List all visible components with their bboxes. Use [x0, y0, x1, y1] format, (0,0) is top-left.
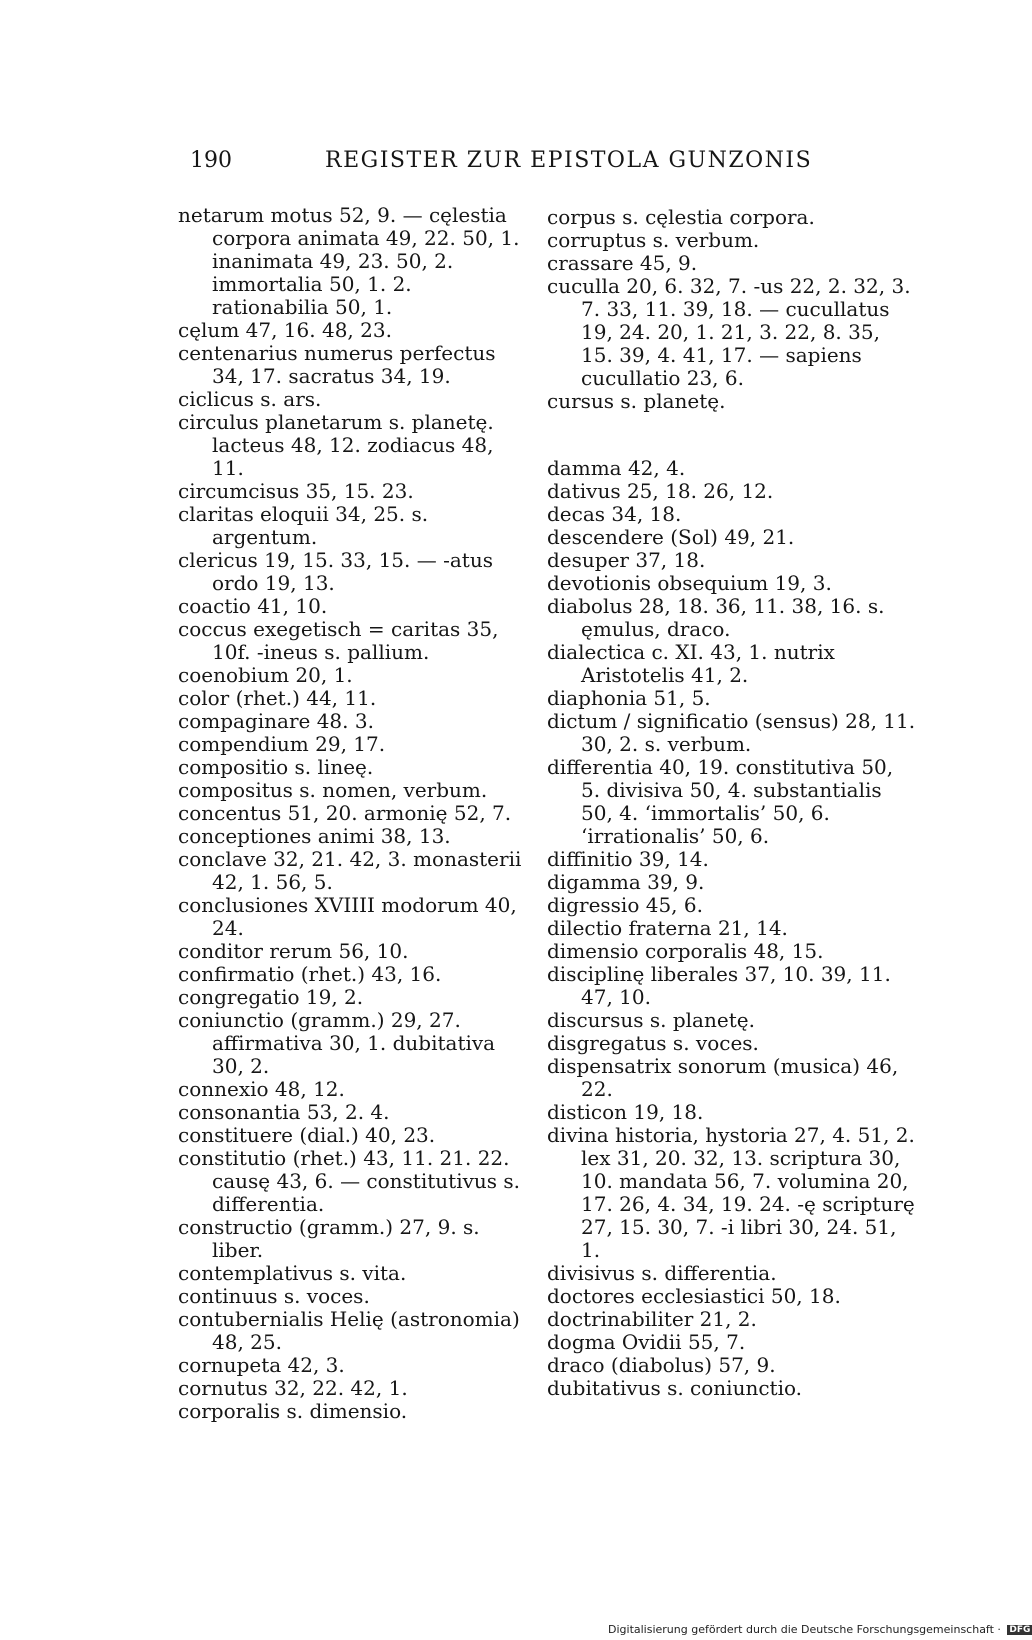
digitization-credit: [608, 1623, 1031, 1640]
index-entry: corporalis s. dimensio.: [178, 1399, 408, 1423]
index-entry: cuculla 20, 6. 32, 7. -us 22, 2. 32, 3. 7. 33, 11. 39, 18. — cucullatus 19, 24. 20, 1. 21, 3. 22, 8. 35, 15. 39, 4. 41, 17. — sapiens cucullatio 23, 6.: [547, 274, 911, 390]
credit-text: Digitalisierung gefördert durch die Deutsche Forschungsgemeinschaft ·: [608, 1623, 1001, 1636]
index-entry: coenobium 20, 1.: [178, 663, 353, 687]
index-entry: ciclicus s. ars.: [178, 387, 322, 411]
index-entry: centenarius numerus perfectus 34, 17. sacratus 34, 19.: [178, 341, 496, 388]
index-entry: clericus 19, 15. 33, 15. — -atus ordo 19, 13.: [178, 548, 493, 595]
index-entry: dictum / significatio (sensus) 28, 11. 30, 2. s. verbum.: [547, 709, 916, 756]
index-entry: dimensio corporalis 48, 15.: [547, 939, 824, 963]
index-entry: compositio s. lineę.: [178, 755, 374, 779]
index-entry: descendere (Sol) 49, 21.: [547, 525, 795, 549]
index-entry: dubitativus s. coniunctio.: [547, 1376, 803, 1400]
index-entry: desuper 37, 18.: [547, 548, 706, 572]
index-entry: cornutus 32, 22. 42, 1.: [178, 1376, 408, 1400]
index-entry: circulus planetarum s. planetę. lacteus 48, 12. zodiacus 48, 11.: [178, 410, 494, 480]
index-entry: constitutio (rhet.) 43, 11. 21. 22. causę 43, 6. — constitutivus s. differentia.: [178, 1146, 521, 1216]
index-entry: digamma 39, 9.: [547, 870, 705, 894]
index-entry: damma 42, 4.: [547, 456, 686, 480]
index-entry: circumcisus 35, 15. 23.: [178, 479, 414, 503]
index-entry: netarum motus 52, 9. — cęlestia corpora animata 49, 22. 50, 1. inanimata 49, 23. 50, 2. immortalia 50, 1. 2. rationabilia 50, 1.: [178, 203, 520, 319]
index-entry: coccus exegetisch = caritas 35, 10f. -ineus s. pallium.: [178, 617, 499, 664]
letter-section-gap: [547, 413, 917, 457]
index-entry: compaginare 48. 3.: [178, 709, 374, 733]
index-entry: coniunctio (gramm.) 29, 27. affirmativa 30, 1. dubitativa 30, 2.: [178, 1008, 496, 1078]
index-entry: conceptiones animi 38, 13.: [178, 824, 451, 848]
index-entry: compendium 29, 17.: [178, 732, 386, 756]
index-entry: claritas eloquii 34, 25. s. argentum.: [178, 502, 429, 549]
index-entry: cursus s. planetę.: [547, 389, 726, 413]
index-entry: corruptus s. verbum.: [547, 228, 760, 252]
running-title: REGISTER ZUR EPISTOLA GUNZONIS: [325, 148, 813, 173]
index-entry: digressio 45, 6.: [547, 893, 703, 917]
index-entry: continuus s. voces.: [178, 1284, 370, 1308]
index-entry: devotionis obsequium 19, 3.: [547, 571, 832, 595]
index-entry: decas 34, 18.: [547, 502, 682, 526]
dfg-logo: DFG: [1009, 1625, 1031, 1635]
index-entry: dogma Ovidii 55, 7.: [547, 1330, 746, 1354]
index-entry: diaphonia 51, 5.: [547, 686, 711, 710]
index-entry: disticon 19, 18.: [547, 1100, 704, 1124]
index-entry: color (rhet.) 44, 11.: [178, 686, 377, 710]
index-entry: diffinitio 39, 14.: [547, 847, 709, 871]
index-entry: concentus 51, 20. armonię 52, 7.: [178, 801, 512, 825]
index-entry: diabolus 28, 18. 36, 11. 38, 16. s. ęmulus, draco.: [547, 594, 885, 641]
index-entry: compositus s. nomen, verbum.: [178, 778, 488, 802]
index-entry: cęlum 47, 16. 48, 23.: [178, 318, 392, 342]
index-entry: disciplinę liberales 37, 10. 39, 11. 47, 10.: [547, 962, 891, 1009]
index-entry: dativus 25, 18. 26, 12.: [547, 479, 774, 503]
index-entry: conclave 32, 21. 42, 3. monasterii 42, 1. 56, 5.: [178, 847, 522, 894]
index-entry: congregatio 19, 2.: [178, 985, 364, 1009]
index-entry: divina historia, hystoria 27, 4. 51, 2. lex 31, 20. 32, 13. scriptura 30, 10. mandata 56, 7. volumina 20, 17. 26, 4. 34, 19. 24. -ę scripturę 27, 15. 30, 7. -i libri 30, 24. 51, 1.: [547, 1123, 915, 1262]
index-entry: crassare 45, 9.: [547, 251, 698, 275]
index-entry: cornupeta 42, 3.: [178, 1353, 345, 1377]
index-entry: constructio (gramm.) 27, 9. s. liber.: [178, 1215, 480, 1262]
index-entry: divisivus s. differentia.: [547, 1261, 777, 1285]
index-entry: contubernialis Helię (astronomia) 48, 25.: [178, 1307, 520, 1354]
index-entry: draco (diabolus) 57, 9.: [547, 1353, 776, 1377]
index-entry: consonantia 53, 2. 4.: [178, 1100, 390, 1124]
index-entry: confirmatio (rhet.) 43, 16.: [178, 962, 442, 986]
index-entry: discursus s. planetę.: [547, 1008, 755, 1032]
index-entry: corpus s. cęlestia corpora.: [547, 205, 815, 229]
page-number: 190: [190, 148, 232, 173]
index-entry: connexio 48, 12.: [178, 1077, 345, 1101]
left-index-column: [178, 204, 528, 1423]
index-entry: conclusiones XVIIII modorum 40, 24.: [178, 893, 517, 940]
index-entry: doctores ecclesiastici 50, 18.: [547, 1284, 841, 1308]
right-index-column: [547, 206, 917, 1400]
index-entry: conditor rerum 56, 10.: [178, 939, 409, 963]
index-entry: dispensatrix sonorum (musica) 46, 22.: [547, 1054, 899, 1101]
index-entry: differentia 40, 19. constitutiva 50, 5. divisiva 50, 4. substantialis 50, 4. ‘immortalis’ 50, 6. ‘irrationalis’ 50, 6.: [547, 755, 894, 848]
index-entry: dilectio fraterna 21, 14.: [547, 916, 788, 940]
index-entry: contemplativus s. vita.: [178, 1261, 407, 1285]
index-entry: doctrinabiliter 21, 2.: [547, 1307, 757, 1331]
index-entry: dialectica c. XI. 43, 1. nutrix Aristotelis 41, 2.: [547, 640, 835, 687]
index-entry: constituere (dial.) 40, 23.: [178, 1123, 436, 1147]
index-entry: disgregatus s. voces.: [547, 1031, 759, 1055]
index-entry: coactio 41, 10.: [178, 594, 328, 618]
page-header: [190, 148, 813, 178]
